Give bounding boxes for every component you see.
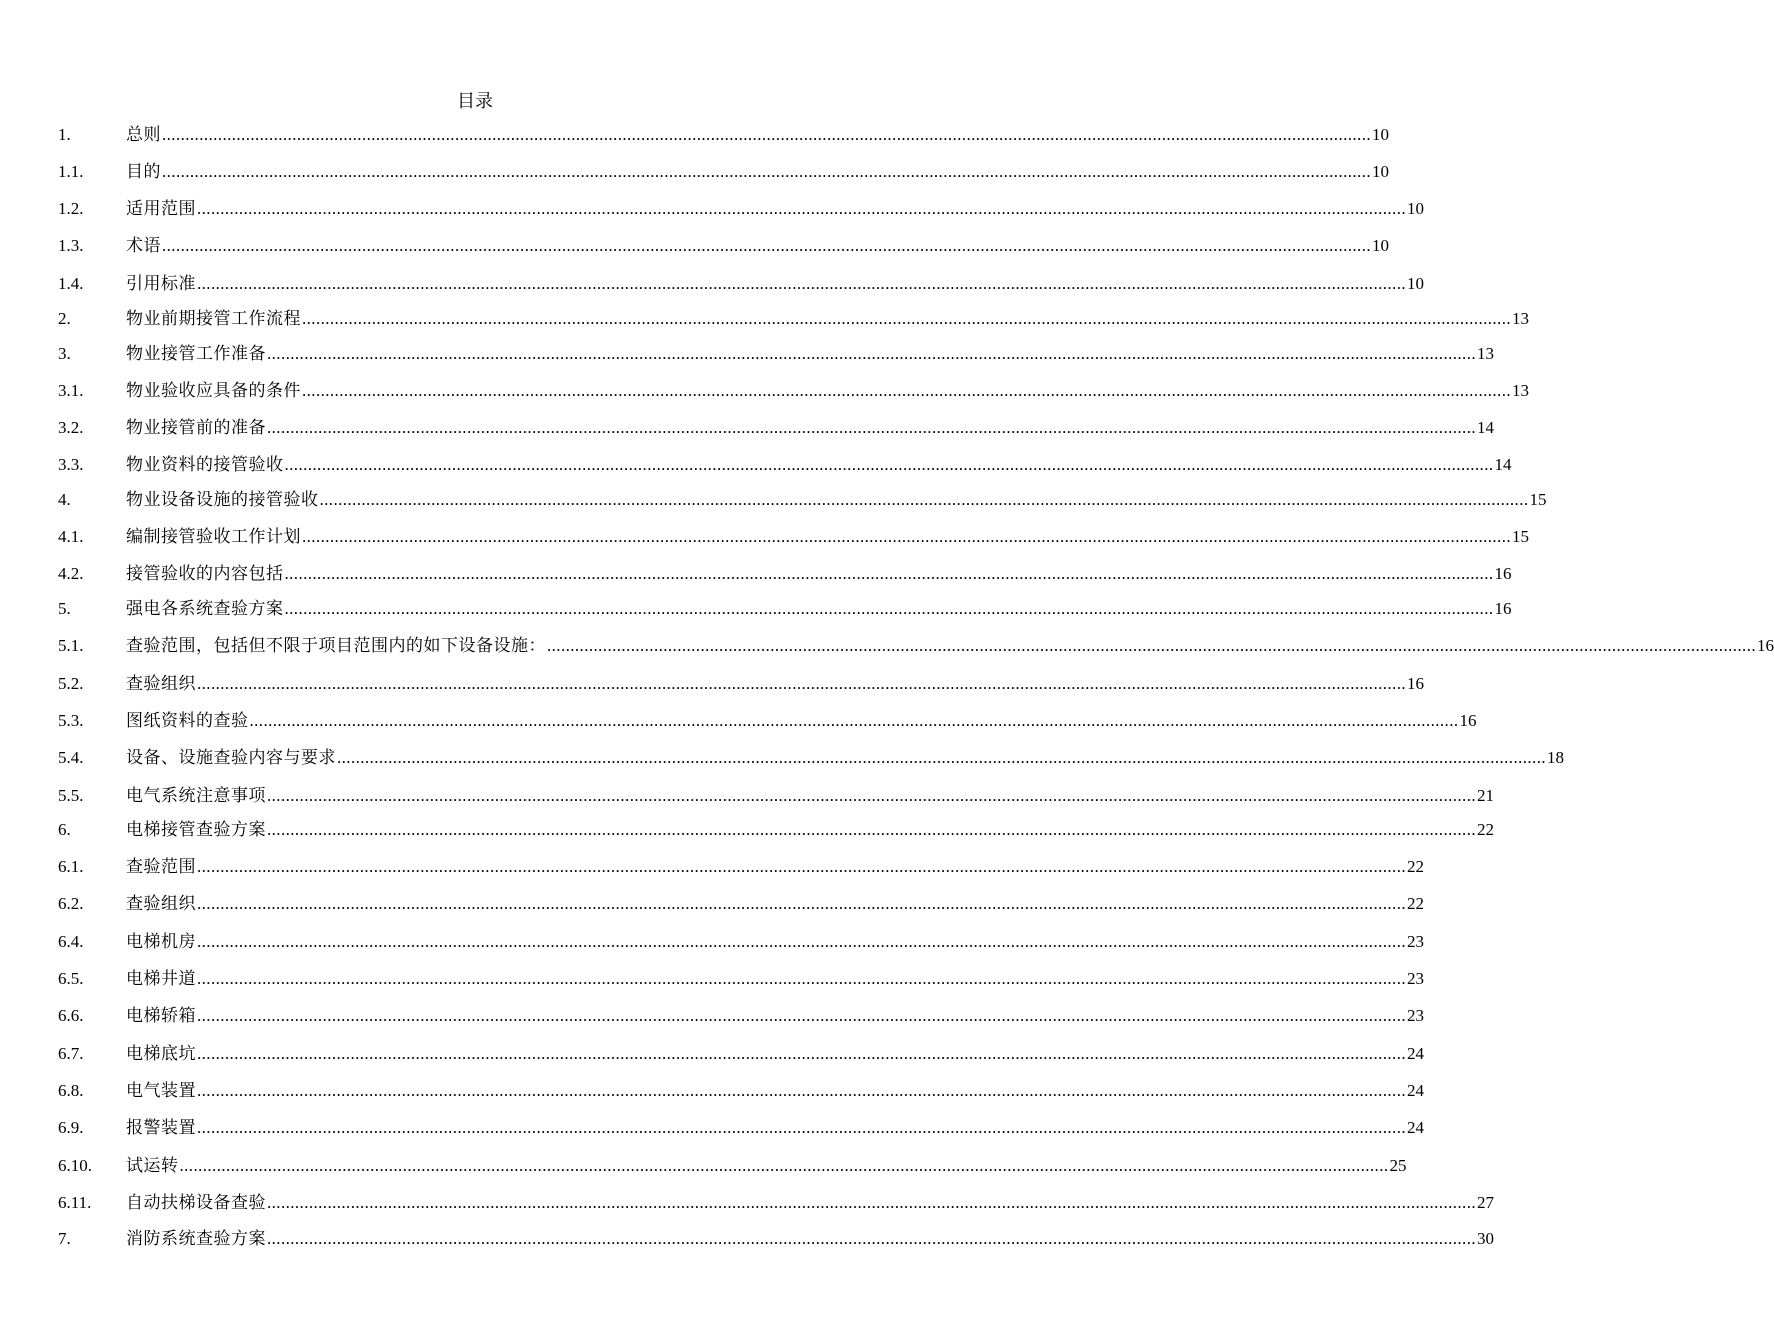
- toc-entry-number: 1.: [58, 125, 71, 144]
- toc-entry-page-number: 13: [1512, 381, 1529, 400]
- toc-entry-title: 物业资料的接管验收: [126, 455, 284, 474]
- toc-entry-number: 4.1.: [58, 527, 84, 546]
- toc-entry-number: 3.1.: [58, 381, 84, 400]
- toc-dot-leader: ....................................................................................................................................................................................................................................................................: [267, 820, 1476, 839]
- toc-entry-page-number: 16: [1757, 636, 1774, 655]
- toc-entry-line: [126, 454, 1512, 476]
- toc-entry-line: [126, 417, 1494, 439]
- toc-entry-line: [126, 1043, 1424, 1065]
- toc-entry-title: 物业验收应具备的条件: [126, 381, 301, 400]
- toc-entry-title: 设备、设施查验内容与要求: [126, 748, 336, 767]
- toc-entry-line: [126, 563, 1512, 585]
- toc-entry[interactable]: [58, 124, 1389, 146]
- toc-entry-page-number: 18: [1547, 748, 1564, 767]
- toc-entry-line: [126, 931, 1424, 953]
- toc-entry[interactable]: [58, 1192, 1494, 1214]
- toc-dot-leader: ....................................................................................................................................................................................................................................................................: [267, 344, 1476, 363]
- toc-dot-leader: ....................................................................................................................................................................................................................................................................: [267, 1193, 1476, 1212]
- toc-dot-leader: ....................................................................................................................................................................................................................................................................: [302, 309, 1511, 328]
- toc-entry-number: 6.: [58, 820, 71, 839]
- toc-entry-page-number: 15: [1512, 527, 1529, 546]
- toc-entry-page-number: 25: [1389, 1156, 1407, 1175]
- toc-entry[interactable]: [58, 1043, 1424, 1065]
- toc-dot-leader: ....................................................................................................................................................................................................................................................................: [197, 969, 1406, 988]
- toc-entry-page-number: 10: [1407, 274, 1424, 293]
- toc-entry-number: 3.: [58, 344, 71, 363]
- toc-entry[interactable]: [58, 747, 1564, 769]
- toc-entry-page-number: 24: [1407, 1118, 1424, 1137]
- toc-dot-leader: ....................................................................................................................................................................................................................................................................: [284, 455, 1494, 474]
- toc-entry-title: 编制接管验收工作计划: [126, 527, 301, 546]
- toc-dot-leader: ....................................................................................................................................................................................................................................................................: [284, 599, 1494, 618]
- toc-entry-page-number: 23: [1407, 969, 1424, 988]
- toc-entry[interactable]: [58, 1080, 1424, 1102]
- toc-entry-line: [126, 198, 1424, 220]
- toc-entry-line: [126, 893, 1424, 915]
- toc-entry-line: [126, 235, 1389, 257]
- toc-entry[interactable]: [58, 380, 1529, 402]
- toc-entry-title: 物业接管前的准备: [126, 418, 266, 437]
- toc-entry-line: [126, 343, 1494, 365]
- toc-entry-number: 4.: [58, 490, 71, 509]
- toc-entry-title: 电梯底坑: [126, 1044, 196, 1063]
- toc-entry[interactable]: [58, 417, 1494, 439]
- toc-dot-leader: ....................................................................................................................................................................................................................................................................: [162, 125, 1371, 144]
- toc-entry-page-number: 23: [1407, 1006, 1424, 1025]
- toc-entry-line: [126, 273, 1424, 295]
- toc-entry-title: 强电各系统查验方案: [126, 599, 284, 618]
- toc-entry-title: 电气装置: [126, 1081, 196, 1100]
- toc-dot-leader: ....................................................................................................................................................................................................................................................................: [319, 490, 1529, 509]
- toc-entry-number: 6.4.: [58, 932, 84, 951]
- toc-dot-leader: ....................................................................................................................................................................................................................................................................: [284, 564, 1494, 583]
- toc-entry-page-number: 23: [1407, 932, 1424, 951]
- toc-entry-page-number: 22: [1407, 857, 1424, 876]
- toc-entry-line: [126, 747, 1564, 769]
- toc-entry-line: [126, 1155, 1407, 1177]
- toc-entry-number: 6.6.: [58, 1006, 84, 1025]
- toc-entry-number: 6.2.: [58, 894, 84, 913]
- toc-entry[interactable]: [58, 1228, 1494, 1250]
- toc-entry-title: 查验组织: [126, 674, 196, 693]
- toc-entry[interactable]: [58, 198, 1424, 220]
- toc-entry[interactable]: [58, 635, 1774, 657]
- toc-entry-number: 5.2.: [58, 674, 84, 693]
- toc-entry-number: 1.4.: [58, 274, 84, 293]
- toc-entry-number: 5.4.: [58, 748, 84, 767]
- toc-entry[interactable]: [58, 563, 1512, 585]
- toc-entry-number: 3.3.: [58, 455, 84, 474]
- toc-entry-number: 6.5.: [58, 969, 84, 988]
- toc-entry[interactable]: [58, 893, 1424, 915]
- toc-entry-title: 电梯井道: [126, 969, 196, 988]
- toc-entry[interactable]: [58, 710, 1477, 732]
- toc-entry-title: 目的: [126, 162, 161, 181]
- toc-entry-page-number: 16: [1494, 564, 1512, 583]
- toc-entry-title: 引用标准: [126, 274, 196, 293]
- toc-entry-page-number: 27: [1477, 1193, 1494, 1212]
- toc-entry[interactable]: [58, 1005, 1424, 1027]
- toc-entry-page-number: 21: [1477, 786, 1494, 805]
- toc-dot-leader: ....................................................................................................................................................................................................................................................................: [162, 236, 1371, 255]
- toc-entry[interactable]: [58, 598, 1512, 620]
- toc-entry[interactable]: [58, 273, 1424, 295]
- toc-entry-line: [126, 968, 1424, 990]
- toc-entry-line: [126, 1117, 1424, 1139]
- toc-entry-line: [126, 489, 1547, 511]
- toc-entry-line: [126, 124, 1389, 146]
- toc-entry-line: [126, 308, 1529, 330]
- toc-entry-number: 4.2.: [58, 564, 84, 583]
- toc-entry[interactable]: [58, 1117, 1424, 1139]
- toc-entry[interactable]: [58, 489, 1547, 511]
- toc-entry-number: 6.1.: [58, 857, 84, 876]
- toc-entry-line: [126, 1192, 1494, 1214]
- toc-entry-number: 1.3.: [58, 236, 84, 255]
- toc-dot-leader: ....................................................................................................................................................................................................................................................................: [197, 857, 1406, 876]
- toc-entry-title: 消防系统查验方案: [126, 1229, 266, 1248]
- toc-entry-page-number: 14: [1477, 418, 1494, 437]
- toc-entry-line: [126, 673, 1424, 695]
- toc-dot-leader: ....................................................................................................................................................................................................................................................................: [179, 1156, 1389, 1175]
- toc-entry-page-number: 30: [1477, 1229, 1494, 1248]
- toc-entry-line: [126, 161, 1389, 183]
- toc-dot-leader: ....................................................................................................................................................................................................................................................................: [162, 162, 1371, 181]
- toc-entry-line: [126, 710, 1477, 732]
- toc-dot-leader: ....................................................................................................................................................................................................................................................................: [197, 274, 1406, 293]
- toc-entry-number: 7.: [58, 1229, 71, 1248]
- toc-entry-title: 查验范围: [126, 857, 196, 876]
- toc-entry-title: 自动扶梯设备查验: [126, 1193, 266, 1212]
- toc-dot-leader: ....................................................................................................................................................................................................................................................................: [267, 786, 1476, 805]
- toc-entry-line: [126, 526, 1529, 548]
- toc-entry-title: 物业接管工作准备: [126, 344, 266, 363]
- toc-entry-number: 3.2.: [58, 418, 84, 437]
- toc-entry-page-number: 16: [1407, 674, 1424, 693]
- toc-entry-line: [126, 380, 1529, 402]
- toc-entry-line: [126, 1005, 1424, 1027]
- toc-entry-line: [126, 785, 1494, 807]
- toc-dot-leader: ....................................................................................................................................................................................................................................................................: [197, 1044, 1406, 1063]
- toc-entry-line: [126, 856, 1424, 878]
- toc-dot-leader: ....................................................................................................................................................................................................................................................................: [197, 199, 1406, 218]
- toc-entry[interactable]: [58, 819, 1494, 841]
- toc-entry-title: 物业前期接管工作流程: [126, 309, 301, 328]
- toc-dot-leader: ....................................................................................................................................................................................................................................................................: [197, 1081, 1406, 1100]
- toc-entry[interactable]: [58, 526, 1529, 548]
- toc-dot-leader: ....................................................................................................................................................................................................................................................................: [197, 932, 1406, 951]
- toc-entry[interactable]: [58, 308, 1529, 330]
- toc-entry-line: [126, 1080, 1424, 1102]
- toc-entry-title: 物业设备设施的接管验收: [126, 490, 319, 509]
- toc-entry-number: 5.: [58, 599, 71, 618]
- toc-entry-title: 术语: [126, 236, 161, 255]
- toc-entry-number: 6.7.: [58, 1044, 84, 1063]
- toc-entry-page-number: 16: [1494, 599, 1512, 618]
- toc-entry-page-number: 10: [1372, 125, 1389, 144]
- toc-entry-line: [126, 598, 1512, 620]
- toc-entry[interactable]: [58, 454, 1512, 476]
- toc-entry-page-number: 10: [1407, 199, 1424, 218]
- toc-entry-title: 适用范围: [126, 199, 196, 218]
- toc-entry[interactable]: [58, 235, 1389, 257]
- toc-entry-title: 电气系统注意事项: [126, 786, 266, 805]
- toc-entry-page-number: 15: [1529, 490, 1547, 509]
- toc-dot-leader: ....................................................................................................................................................................................................................................................................: [197, 1118, 1406, 1137]
- toc-entry-line: [126, 819, 1494, 841]
- toc-entry-title: 总则: [126, 125, 161, 144]
- toc-entry-title: 试运转: [126, 1156, 179, 1175]
- toc-entry-title: 查验组织: [126, 894, 196, 913]
- toc-entry-line: [126, 635, 1774, 657]
- toc-entry-page-number: 22: [1407, 894, 1424, 913]
- toc-entry-page-number: 13: [1512, 309, 1529, 328]
- toc-entry[interactable]: [58, 856, 1424, 878]
- toc-entry[interactable]: [58, 968, 1424, 990]
- toc-dot-leader: ....................................................................................................................................................................................................................................................................: [197, 674, 1406, 693]
- toc-entry-number: 5.1.: [58, 636, 84, 655]
- toc-entry[interactable]: [58, 343, 1494, 365]
- toc-entry-number: 5.3.: [58, 711, 84, 730]
- toc-entry-title: 查验范围，包括但不限于项目范围内的如下设备设施：: [126, 636, 546, 655]
- toc-entry-number: 2.: [58, 309, 71, 328]
- toc-dot-leader: ....................................................................................................................................................................................................................................................................: [197, 894, 1406, 913]
- toc-entry-page-number: 24: [1407, 1044, 1424, 1063]
- toc-entry[interactable]: [58, 161, 1389, 183]
- toc-heading: 目录: [457, 91, 493, 111]
- toc-dot-leader: ....................................................................................................................................................................................................................................................................: [302, 527, 1511, 546]
- toc-entry-page-number: 10: [1372, 236, 1389, 255]
- toc-dot-leader: ....................................................................................................................................................................................................................................................................: [302, 381, 1511, 400]
- toc-entry[interactable]: [58, 785, 1494, 807]
- toc-entry-number: 1.1.: [58, 162, 84, 181]
- toc-entry-page-number: 10: [1372, 162, 1389, 181]
- toc-dot-leader: ....................................................................................................................................................................................................................................................................: [547, 636, 1756, 655]
- toc-entry-page-number: 16: [1459, 711, 1477, 730]
- toc-dot-leader: ....................................................................................................................................................................................................................................................................: [267, 418, 1476, 437]
- toc-entry-line: [126, 1228, 1494, 1250]
- toc-entry-title: 电梯轿箱: [126, 1006, 196, 1025]
- toc-entry-page-number: 24: [1407, 1081, 1424, 1100]
- toc-entry-page-number: 22: [1477, 820, 1494, 839]
- toc-dot-leader: ....................................................................................................................................................................................................................................................................: [249, 711, 1459, 730]
- toc-entry-number: 6.10.: [58, 1156, 92, 1175]
- toc-entry-number: 5.5.: [58, 786, 84, 805]
- toc-dot-leader: ....................................................................................................................................................................................................................................................................: [267, 1229, 1476, 1248]
- toc-entry-number: 6.8.: [58, 1081, 84, 1100]
- toc-dot-leader: ....................................................................................................................................................................................................................................................................: [337, 748, 1546, 767]
- toc-entry[interactable]: [58, 931, 1424, 953]
- toc-entry[interactable]: [58, 673, 1424, 695]
- toc-entry-number: 6.9.: [58, 1118, 84, 1137]
- toc-entry-title: 电梯机房: [126, 932, 196, 951]
- toc-entry-title: 接管验收的内容包括: [126, 564, 284, 583]
- toc-entry-title: 报警装置: [126, 1118, 196, 1137]
- toc-entry-number: 1.2.: [58, 199, 84, 218]
- toc-entry-title: 电梯接管查验方案: [126, 820, 266, 839]
- toc-entry[interactable]: [58, 1155, 1407, 1177]
- toc-entry-page-number: 13: [1477, 344, 1494, 363]
- toc-entry-page-number: 14: [1494, 455, 1512, 474]
- toc-entry-title: 图纸资料的查验: [126, 711, 249, 730]
- toc-dot-leader: ....................................................................................................................................................................................................................................................................: [197, 1006, 1406, 1025]
- toc-entry-number: 6.11.: [58, 1193, 92, 1212]
